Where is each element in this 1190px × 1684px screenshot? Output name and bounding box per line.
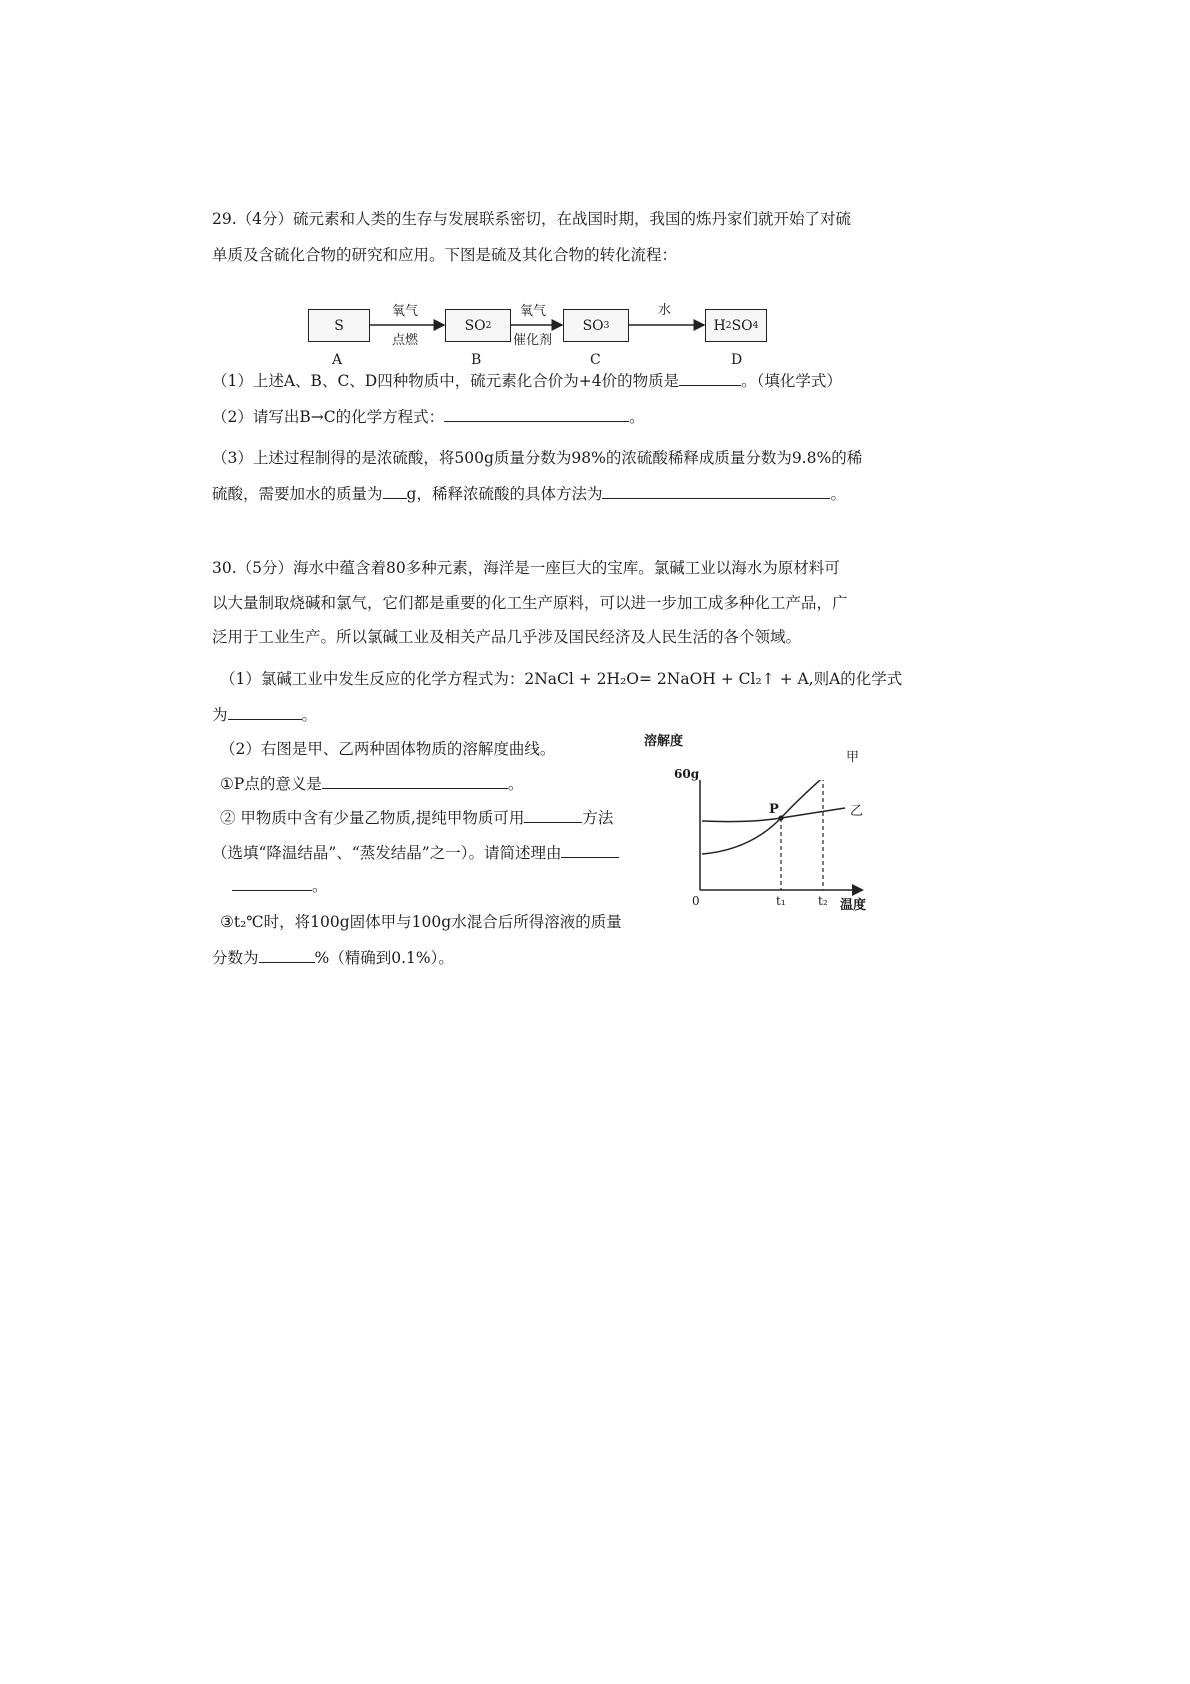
q30-line2: 以大量制取烧碱和氯气，它们都是重要的化工生产原料，可以进一步加工成多种化工产品，广 [212, 594, 848, 612]
q29-sub1: （1）上述A、B、C、D四种物质中，硫元素化合价为+4价的物质是 。（填化学式） [212, 369, 842, 391]
x-axis-label: 温度 [840, 898, 867, 913]
q30-sub2c-answer-blank[interactable] [259, 946, 315, 963]
arrow2-bottom-label: 催化剂 [513, 333, 553, 348]
series-jia-label: 甲 [846, 750, 860, 765]
x-tick-t2: t₂ [818, 894, 828, 908]
q30-sub2b-line1: ② 甲物质中含有少量乙物质,提纯甲物质可用 方法 [220, 806, 613, 828]
flow-caption-d: D [731, 352, 743, 368]
arrow2-top-label: 氧气 [520, 304, 547, 319]
point-p-label: P [769, 802, 779, 817]
q30-line3: 泛用于工业生产。所以氯碱工业及相关产品几乎涉及国民经济及人民生活的各个领域。 [212, 628, 802, 646]
q29-sub3-line2: 硫酸，需要加水的质量为 g，稀释浓硫酸的具体方法为 。 [212, 482, 846, 504]
flow-caption-b: B [471, 352, 482, 368]
q29-sub2-answer-blank[interactable] [444, 405, 629, 422]
q30-sub2b-reason-blank[interactable] [561, 841, 619, 858]
point-p [778, 815, 783, 820]
solubility-chart-svg [690, 780, 940, 980]
q30-sub2a: ①P点的意义是 。 [220, 772, 523, 794]
y-axis-label: 溶解度 [644, 734, 684, 749]
flow-caption-a: A [332, 352, 343, 368]
flow-caption-c: C [590, 352, 601, 368]
q29-line2: 单质及含硫化合物的研究和应用。下图是硫及其化合物的转化流程： [212, 246, 678, 264]
x-tick-t1: t₁ [776, 894, 786, 908]
q30-line1: 30.（5分）海水中蕴含着80多种元素，海洋是一座巨大的宝库。氯碱工业以海水为原材料可 [212, 559, 840, 577]
origin-label: 0 [692, 894, 700, 908]
y-tick-60g: 60g [674, 767, 700, 781]
q30-sub2c-line1: ③t₂℃时，将100g固体甲与100g水混合后所得溶液的质量 [220, 913, 622, 931]
q29-line1: 29.（4分）硫元素和人类的生存与发展联系密切，在战国时期，我国的炼丹家们就开始了对硫 [212, 210, 852, 228]
series-yi-label: 乙 [850, 804, 864, 819]
flow-box-so2: SO 2 [445, 309, 511, 342]
q29-sub3-water-blank[interactable] [383, 482, 407, 499]
q30-sub2b-reason-blank-2[interactable] [232, 874, 312, 891]
flow-box-so3: SO 3 [563, 309, 629, 342]
flow-box-h2so4: H 2 SO 4 [705, 309, 767, 342]
q30-sub2a-answer-blank[interactable] [322, 772, 508, 789]
q30-sub1-line2: 为 。 [212, 703, 317, 725]
flow-box-s: S [308, 309, 370, 342]
q30-sub2-intro: （2）右图是甲、乙两种固体物质的溶解度曲线。 [220, 740, 556, 758]
q30-sub2b-line3: 。 [232, 874, 328, 896]
q30-sub2b-method-blank[interactable] [524, 806, 582, 823]
q30-sub2c-line2: 分数为 %（精确到0.1%）。 [212, 946, 454, 968]
solubility-chart [644, 734, 940, 980]
arrow1-bottom-label: 点燃 [392, 333, 419, 348]
curve-jia [702, 780, 850, 854]
q29-sub3-method-blank[interactable] [602, 482, 830, 499]
q29-sub3-line1: （3）上述过程制得的是浓硫酸，将500g质量分数为98%的浓硫酸稀释成质量分数为9.8%的稀 [212, 449, 863, 467]
arrow1-top-label: 氧气 [392, 304, 419, 319]
q30-sub1-answer-blank[interactable] [228, 703, 302, 720]
q30-sub2b-line2: （选填“降温结晶”、“蒸发结晶”之一）。请简述理由 [212, 841, 619, 863]
q30-sub1-line1: （1）氯碱工业中发生反应的化学方程式为：2NaCl + 2H₂O= 2NaOH + Cl₂↑ + A,则A的化学式 [220, 670, 903, 688]
arrow3-top-label: 水 [658, 303, 672, 318]
q29-sub2: （2）请写出B→C的化学方程式： 。 [212, 405, 645, 427]
q29-sub1-answer-blank[interactable] [679, 369, 741, 386]
